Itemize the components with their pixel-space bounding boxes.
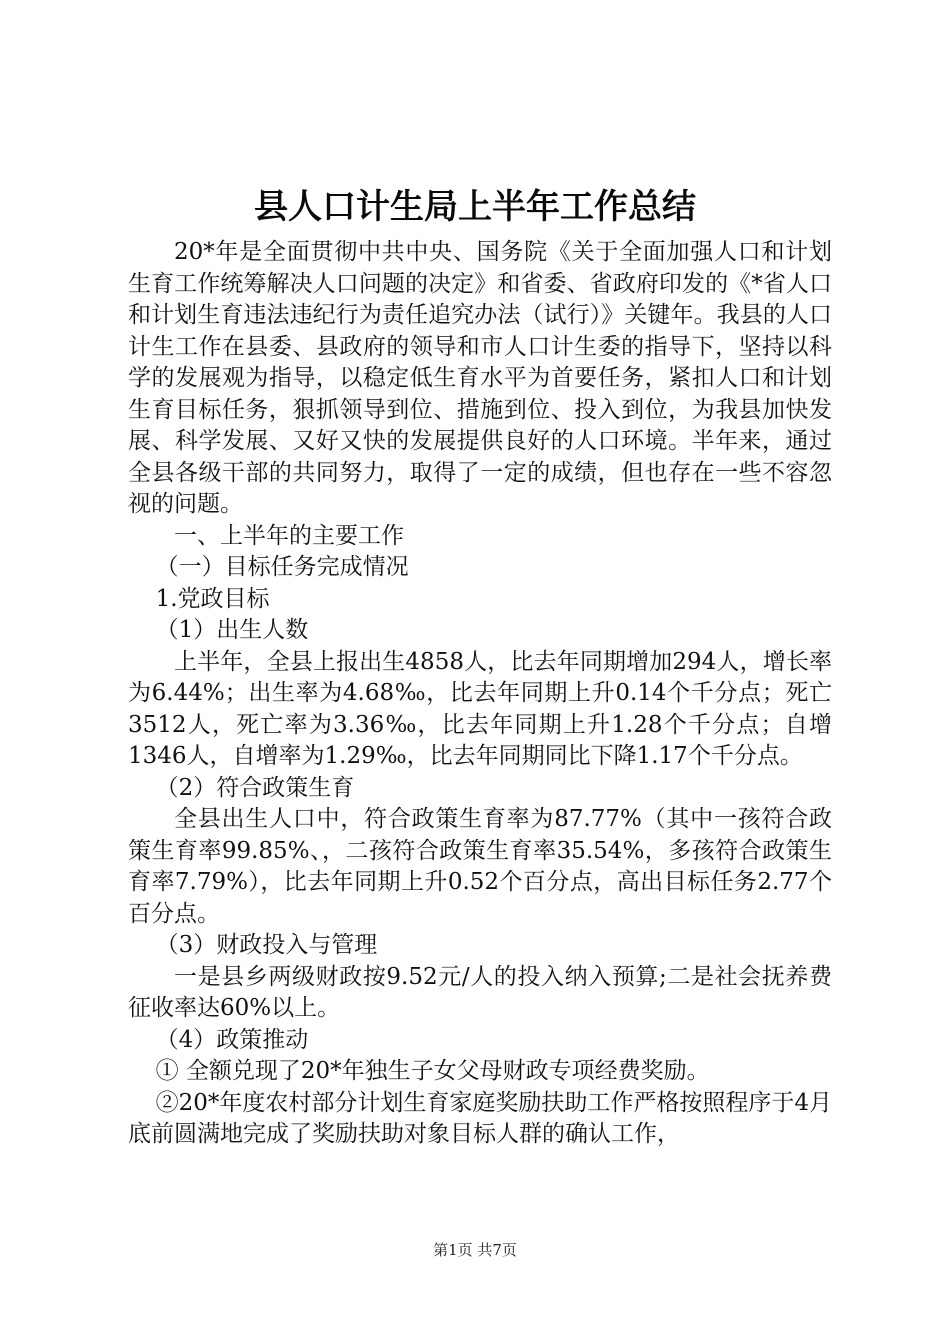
section-heading: 一、上半年的主要工作 xyxy=(174,522,404,549)
subitem-heading-finance: （3）财政投入与管理 xyxy=(155,932,378,958)
page-footer: 第1页 共7页 xyxy=(433,1241,517,1259)
intro-paragraph: 20*年是全面贯彻中共中央、国务院《关于全面加强人口和计划生育工作统筹解决人口问题的决定》和省委、省政府印发的《*省人口和计划生育违法违纪行为责任追究办法（试行）》关键年。我县的人口计生工作在县委、县政府的领导和市人口计生委的指导下，坚持以科学的发展观为指导，以稳定低生育水平为首要任务，紧扣人口和计划生育目标任务，狠抓领导到位、措施到位、投入到位，为我县加快发展、科学发展、又好又快的发展提供良好的人口环境。半年来，通过全县各级干部的共同努力，取得了一定的成绩，但也存在一些不容忽视的问题。 xyxy=(128,239,832,517)
subitem-heading-policy-promotion: （4）政策推动 xyxy=(155,1026,309,1053)
item-heading: 1.党政目标 xyxy=(155,585,270,612)
subitem-heading-births: （1）出生人数 xyxy=(155,617,309,643)
policy-births-paragraph: 全县出生人口中，符合政策生育率为87.77%（其中一孩符合政策生育率99.85%、，二孩符合政策生育率35.54%，多孩符合政策生育率7.79%），比去年同期上升0.52个百分点，高出目标任务2.77个百分点。 xyxy=(128,806,832,927)
policy-item-1: ① 全额兑现了20*年独生子女父母财政专项经费奖励。 xyxy=(155,1058,710,1084)
subitem-heading-policy-births: （2）符合政策生育 xyxy=(155,774,355,801)
births-paragraph: 上半年，全县上报出生4858人，比去年同期增加294人，增长率为6.44%；出生率为4.68‰，比去年同期上升0.14个千分点；死亡3512人，死亡率为3.36‰，比去年同期上升1.28个千分点；自增1346人，自增率为1.29‰，比去年同期同比下降1.17个千分点。 xyxy=(128,648,832,769)
document-title: 县人口计生局上半年工作总结 xyxy=(254,187,696,227)
policy-item-2: ②20*年度农村部分计划生育家庭奖励扶助工作严格按照程序于4月底前圆满地完成了奖励扶助对象目标人群的确认工作， xyxy=(128,1089,832,1147)
document-body xyxy=(128,237,832,1151)
finance-paragraph: 一是县乡两级财政按9.52元/人的投入纳入预算;二是社会抚养费征收率达60%以上。 xyxy=(128,963,832,1021)
subsection-heading: （一）目标任务完成情况 xyxy=(155,554,409,580)
